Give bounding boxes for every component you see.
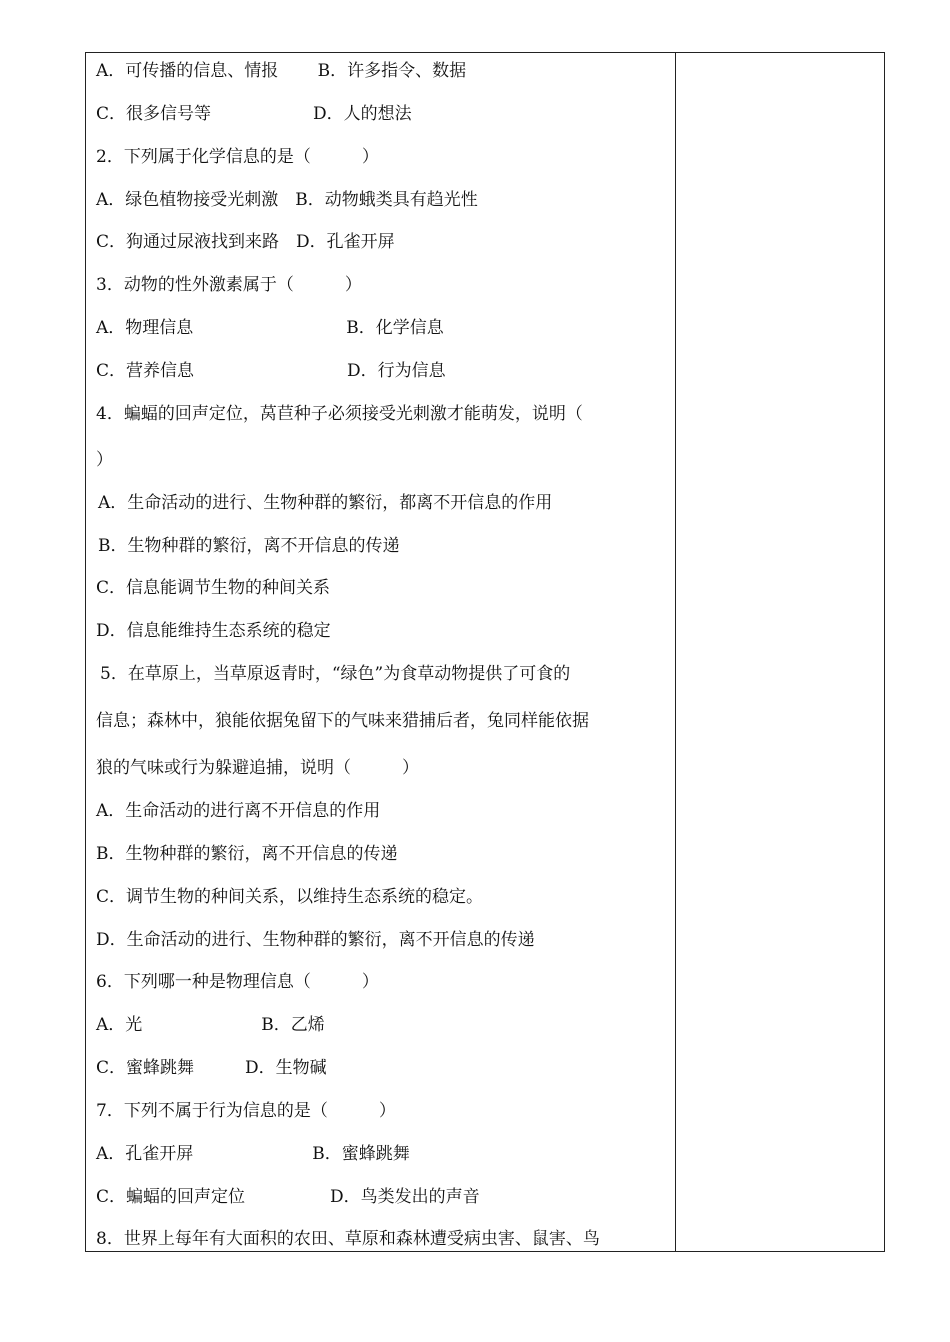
question-line: 3．动物的性外激素属于（ ）	[96, 275, 362, 295]
question-line: C．营养信息 D．行为信息	[96, 361, 446, 381]
question-line: B．生物种群的繁衍，离不开信息的传递	[96, 844, 398, 864]
question-line: 信息；森林中，狼能依据兔留下的气味来猎捕后者，兔同样能依据	[96, 711, 589, 731]
question-line: C．狗通过尿液找到来路 D．孔雀开屏	[96, 232, 395, 252]
question-line: ）	[96, 450, 113, 470]
question-line: C．蜜蜂跳舞 D．生物碱	[96, 1058, 327, 1078]
question-line: 7．下列不属于行为信息的是（ ）	[96, 1101, 396, 1121]
question-line: A．绿色植物接受光刺激 B．动物蛾类具有趋光性	[96, 190, 478, 210]
question-line: A．光 B．乙烯	[96, 1015, 325, 1035]
question-line: 2．下列属于化学信息的是（ ）	[96, 147, 379, 167]
column-divider	[675, 53, 676, 1251]
question-line: B．生物种群的繁衍，离不开信息的传递	[98, 536, 400, 556]
question-line: 6．下列哪一种是物理信息（ ）	[96, 972, 379, 992]
question-line: C．调节生物的种间关系，以维持生态系统的稳定。	[96, 887, 484, 907]
question-line: A．物理信息 B．化学信息	[96, 318, 444, 338]
question-line: A．生命活动的进行、生物种群的繁衍，都离不开信息的作用	[98, 493, 553, 513]
question-line: 5．在草原上，当草原返青时，“绿色”为食草动物提供了可食的	[100, 664, 571, 684]
question-column	[86, 53, 675, 1251]
question-line: A．可传播的信息、情报 B．许多指令、数据	[96, 61, 467, 81]
question-line: A．生命活动的进行离不开信息的作用	[96, 801, 381, 821]
question-line: C．很多信号等 D．人的想法	[96, 104, 412, 124]
question-line: 4．蝙蝠的回声定位，莴苣种子必须接受光刺激才能萌发，说明（	[96, 404, 583, 424]
question-line: C．信息能调节生物的种间关系	[96, 578, 331, 598]
question-line: D．生命活动的进行、生物种群的繁衍，离不开信息的传递	[96, 930, 535, 950]
worksheet-table	[85, 52, 885, 1252]
question-line: 8．世界上每年有大面积的农田、草原和森林遭受病虫害、鼠害、鸟	[96, 1229, 600, 1249]
question-line: A．孔雀开屏 B．蜜蜂跳舞	[96, 1144, 410, 1164]
question-line: C．蝙蝠的回声定位 D．鸟类发出的声音	[96, 1187, 480, 1207]
question-line: D．信息能维持生态系统的稳定	[96, 621, 331, 641]
question-line: 狼的气味或行为躲避追捕，说明（ ）	[96, 758, 419, 778]
